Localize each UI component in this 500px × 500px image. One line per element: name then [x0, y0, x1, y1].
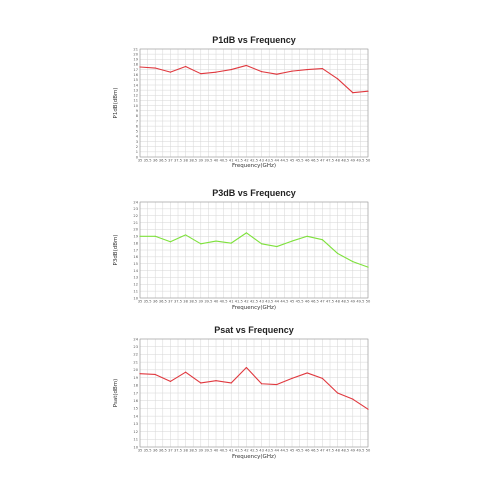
x-tick-label: 40: [213, 448, 219, 453]
x-tick-label: 39.5: [204, 448, 213, 453]
x-tick-label: 39.5: [204, 299, 213, 304]
y-tick-label: 20: [133, 227, 138, 232]
data-point: [185, 372, 186, 373]
y-tick-label: 13: [133, 275, 138, 280]
x-tick-label: 43: [259, 158, 264, 163]
y-tick-label: 17: [133, 67, 138, 72]
chart-title: Psat vs Frequency: [214, 325, 294, 335]
x-tick-label: 43.5: [265, 299, 274, 304]
x-tick-label: 43: [259, 299, 264, 304]
data-point: [185, 66, 186, 67]
y-tick-label: 6: [135, 124, 138, 129]
x-tick-label: 35.5: [143, 448, 152, 453]
x-tick-label: 42: [244, 448, 249, 453]
x-tick-label: 37.5: [173, 158, 183, 163]
data-point: [200, 243, 201, 244]
x-axis-label: Frequency(GHz): [232, 454, 276, 460]
data-point: [276, 246, 277, 247]
x-tick-label: 50: [365, 448, 371, 453]
y-tick-label: 16: [133, 399, 138, 404]
p1db-chart: [0, 0, 500, 170]
y-tick-label: 11: [133, 98, 138, 103]
x-tick-label: 42: [244, 158, 249, 163]
y-tick-label: 18: [133, 241, 138, 246]
x-tick-label: 47.5: [325, 448, 335, 453]
data-point: [155, 236, 156, 237]
x-tick-label: 37: [168, 158, 173, 163]
x-axis-label: Frequency(GHz): [232, 163, 276, 169]
x-tick-label: 44: [274, 448, 280, 453]
data-point: [291, 240, 292, 241]
y-axis-label: Psat(dBm): [113, 378, 119, 408]
x-tick-label: 35: [137, 448, 143, 453]
y-tick-label: 2: [135, 145, 138, 150]
x-tick-label: 46: [304, 299, 310, 304]
x-tick-label: 42: [244, 299, 249, 304]
data-point: [291, 71, 292, 72]
x-tick-label: 38.5: [189, 299, 198, 304]
data-point: [170, 72, 171, 73]
y-tick-label: 9: [135, 109, 138, 114]
x-tick-label: 45.5: [295, 299, 304, 304]
data-point: [139, 236, 140, 237]
y-tick-label: 21: [133, 220, 138, 225]
x-tick-label: 46.5: [310, 158, 319, 163]
x-tick-label: 41: [228, 299, 234, 304]
y-tick-label: 18: [133, 383, 138, 388]
x-tick-label: 43.5: [265, 448, 274, 453]
x-tick-label: 38.5: [189, 448, 198, 453]
x-tick-label: 46: [304, 448, 310, 453]
x-tick-label: 48: [335, 299, 340, 304]
x-tick-label: 45: [289, 158, 295, 163]
y-tick-label: 22: [133, 214, 138, 219]
data-point: [337, 78, 338, 79]
y-tick-label: 18: [133, 62, 138, 67]
y-tick-label: 21: [133, 360, 138, 365]
x-tick-label: 38: [183, 299, 188, 304]
y-tick-label: 19: [133, 375, 138, 380]
psat-chart: [0, 318, 500, 488]
x-tick-label: 36.5: [158, 448, 167, 453]
y-tick-label: 14: [133, 268, 138, 273]
y-tick-label: 20: [133, 368, 138, 373]
x-tick-label: 47: [320, 448, 325, 453]
x-tick-label: 47.5: [325, 299, 335, 304]
y-tick-label: 15: [133, 78, 138, 83]
y-tick-label: 24: [133, 337, 138, 342]
x-tick-label: 49.5: [356, 158, 365, 163]
data-point: [352, 399, 353, 400]
data-point: [231, 382, 232, 383]
x-tick-label: 41.5: [234, 448, 243, 453]
x-tick-label: 44.5: [280, 448, 289, 453]
y-tick-label: 12: [133, 282, 138, 287]
y-tick-label: 16: [133, 73, 138, 78]
x-tick-label: 40.5: [219, 299, 228, 304]
data-point: [367, 91, 368, 92]
y-tick-label: 19: [133, 234, 138, 239]
x-tick-label: 46: [304, 158, 310, 163]
x-tick-label: 35: [137, 158, 143, 163]
data-point: [367, 267, 368, 268]
x-tick-label: 37.5: [173, 299, 183, 304]
x-tick-label: 45.5: [295, 158, 304, 163]
x-tick-label: 36: [152, 158, 158, 163]
x-tick-label: 44: [274, 299, 280, 304]
x-tick-label: 40: [213, 158, 219, 163]
y-tick-label: 0: [135, 155, 138, 160]
x-tick-label: 36.5: [158, 158, 167, 163]
x-tick-label: 40.5: [219, 158, 228, 163]
y-tick-label: 19: [133, 57, 138, 62]
data-point: [291, 378, 292, 379]
data-point: [200, 382, 201, 383]
data-point: [215, 240, 216, 241]
x-tick-label: 47: [320, 158, 325, 163]
y-tick-label: 20: [133, 52, 138, 57]
y-tick-label: 13: [133, 422, 138, 427]
y-tick-label: 4: [135, 134, 138, 139]
data-point: [261, 383, 262, 384]
x-tick-label: 37: [168, 299, 173, 304]
data-point: [307, 69, 308, 70]
data-point: [307, 236, 308, 237]
x-tick-label: 45.5: [295, 448, 304, 453]
x-tick-label: 35.5: [143, 299, 152, 304]
data-point: [155, 67, 156, 68]
y-tick-label: 23: [133, 345, 138, 350]
x-tick-label: 38: [183, 158, 188, 163]
x-tick-label: 38: [183, 448, 188, 453]
data-point: [170, 241, 171, 242]
data-point: [352, 261, 353, 262]
x-tick-label: 44: [274, 158, 280, 163]
x-tick-label: 35.5: [143, 158, 152, 163]
x-tick-label: 44.5: [280, 158, 289, 163]
x-tick-label: 49.5: [356, 299, 365, 304]
x-tick-label: 42.5: [249, 299, 259, 304]
data-point: [139, 373, 140, 374]
y-tick-label: 5: [135, 129, 138, 134]
data-point: [337, 253, 338, 254]
x-tick-label: 39: [198, 158, 204, 163]
data-point: [231, 243, 232, 244]
x-tick-label: 48: [335, 448, 340, 453]
x-tick-label: 48.5: [341, 448, 350, 453]
x-tick-label: 38.5: [189, 158, 198, 163]
data-point: [276, 384, 277, 385]
x-tick-label: 41.5: [234, 158, 243, 163]
data-point: [246, 232, 247, 233]
y-tick-label: 8: [135, 114, 138, 119]
data-point: [185, 234, 186, 235]
x-tick-label: 47.5: [325, 158, 335, 163]
x-tick-label: 36: [152, 299, 158, 304]
y-tick-label: 21: [133, 47, 138, 52]
y-tick-label: 23: [133, 207, 138, 212]
y-tick-label: 10: [133, 296, 138, 301]
data-point: [215, 72, 216, 73]
x-tick-label: 48: [335, 158, 340, 163]
y-tick-label: 11: [133, 437, 138, 442]
x-axis-label: Frequency(GHz): [232, 305, 276, 311]
y-tick-label: 10: [133, 445, 138, 450]
y-axis-label: P1dB(dBm): [113, 87, 119, 119]
data-point: [246, 65, 247, 66]
x-tick-label: 35: [137, 299, 143, 304]
y-tick-label: 1: [135, 150, 138, 155]
data-point: [276, 74, 277, 75]
data-point: [231, 69, 232, 70]
data-point: [367, 409, 368, 410]
x-tick-label: 48.5: [341, 299, 350, 304]
x-tick-label: 45: [289, 299, 295, 304]
x-tick-label: 37: [168, 448, 173, 453]
y-tick-label: 16: [133, 255, 138, 260]
data-point: [139, 66, 140, 67]
y-tick-label: 13: [133, 88, 138, 93]
data-point: [307, 372, 308, 373]
y-tick-label: 15: [133, 406, 138, 411]
y-tick-label: 11: [133, 289, 138, 294]
y-tick-label: 24: [133, 200, 138, 205]
data-point: [261, 243, 262, 244]
y-tick-label: 12: [133, 93, 138, 98]
data-point: [337, 392, 338, 393]
data-point: [261, 71, 262, 72]
x-tick-label: 36: [152, 448, 158, 453]
data-point: [215, 380, 216, 381]
x-tick-label: 41: [228, 448, 234, 453]
x-tick-label: 40: [213, 299, 219, 304]
x-tick-label: 45: [289, 448, 295, 453]
y-tick-label: 7: [135, 119, 138, 124]
data-point: [200, 73, 201, 74]
chart-title: P3dB vs Frequency: [212, 188, 296, 198]
x-tick-label: 39: [198, 448, 204, 453]
x-tick-label: 41.5: [234, 299, 243, 304]
x-tick-label: 50: [365, 158, 371, 163]
x-tick-label: 49: [350, 299, 356, 304]
data-point: [322, 68, 323, 69]
x-tick-label: 44.5: [280, 299, 289, 304]
x-tick-label: 39: [198, 299, 204, 304]
x-tick-label: 39.5: [204, 158, 213, 163]
x-tick-label: 40.5: [219, 448, 228, 453]
y-tick-label: 3: [135, 139, 138, 144]
y-tick-label: 22: [133, 352, 138, 357]
x-tick-label: 50: [365, 299, 371, 304]
data-point: [155, 374, 156, 375]
data-point: [352, 92, 353, 93]
p3db-chart: [0, 170, 500, 330]
data-point: [170, 381, 171, 382]
x-tick-label: 43: [259, 448, 264, 453]
data-point: [322, 239, 323, 240]
y-tick-label: 14: [133, 414, 138, 419]
x-tick-label: 41: [228, 158, 234, 163]
x-tick-label: 42.5: [249, 448, 259, 453]
y-tick-label: 14: [133, 83, 138, 88]
data-point: [322, 378, 323, 379]
y-tick-label: 17: [133, 391, 138, 396]
y-tick-label: 17: [133, 248, 138, 253]
x-tick-label: 46.5: [310, 299, 319, 304]
y-tick-label: 10: [133, 103, 138, 108]
data-point: [246, 367, 247, 368]
x-tick-label: 47: [320, 299, 325, 304]
x-tick-label: 46.5: [310, 448, 319, 453]
x-tick-label: 42.5: [249, 158, 259, 163]
y-axis-label: P3dB(dBm): [113, 234, 119, 266]
x-tick-label: 37.5: [173, 448, 183, 453]
x-tick-label: 48.5: [341, 158, 350, 163]
x-tick-label: 43.5: [265, 158, 274, 163]
x-tick-label: 49: [350, 448, 356, 453]
x-tick-label: 36.5: [158, 299, 167, 304]
y-tick-label: 12: [133, 429, 138, 434]
x-tick-label: 49.5: [356, 448, 365, 453]
x-tick-label: 49: [350, 158, 356, 163]
chart-title: P1dB vs Frequency: [212, 35, 296, 45]
y-tick-label: 15: [133, 262, 138, 267]
